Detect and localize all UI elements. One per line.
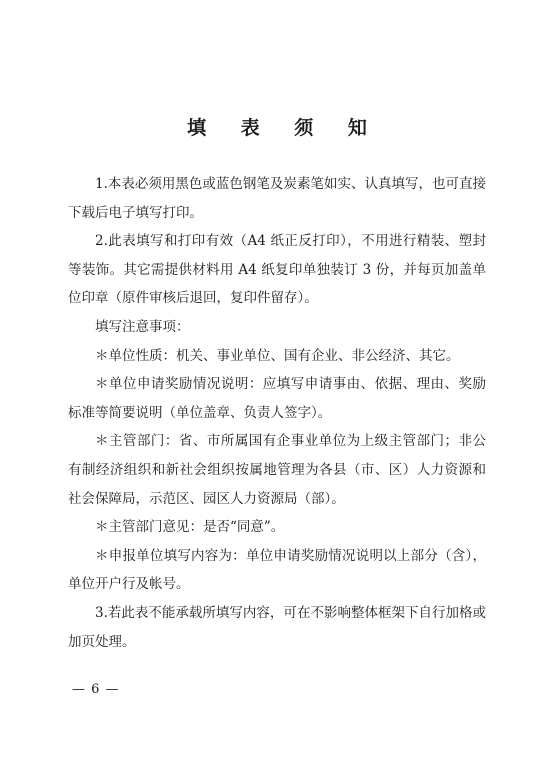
note-unit-nature: ＊单位性质：机关、事业单位、国有企业、非公经济、其它。 [95,347,460,364]
instructions-body [68,170,486,656]
note-supervising-department: ＊主管部门：省、市所属国有企事业单位为上级主管部门；非公有制经济组织和新社会组织按属地管理为各县（市、区）人力资源和社会保障局，示范区、园区人力资源局（部）。 [68,433,486,507]
instruction-paragraph-1: 1.本表必须用黑色或蓝色钢笔及炭素笔如实、认真填写，也可直接下载后电子填写打印。 [68,176,486,221]
notes-heading: 填写注意事项： [95,318,190,335]
page-title: 填 表 须 知 [187,117,381,139]
instruction-paragraph-3: 3.若此表不能承载所填写内容，可在不影响整体框架下自行加格或加页处理。 [68,604,486,650]
page-number: — 6 — [72,682,120,697]
note-applicant-fill-content: ＊申报单位填写内容为：单位申请奖励情况说明以上部分（含），单位开户行及帐号。 [68,547,486,593]
instruction-paragraph-2: 2.此表填写和打印有效（A4 纸正反打印），不用进行精装、塑封等装饰。其它需提供材料用 A4 纸复印单独装订 3 份，并每页加盖单位印章（原件审核后退回，复印件留存）。 [68,233,486,307]
note-unit-award-description: ＊单位申请奖励情况说明：应填写申请事由、依据、理由、奖励标准等简要说明（单位盖章、负责人签字）。 [68,376,486,421]
note-department-opinion: ＊主管部门意见：是否“同意”。 [95,519,285,536]
